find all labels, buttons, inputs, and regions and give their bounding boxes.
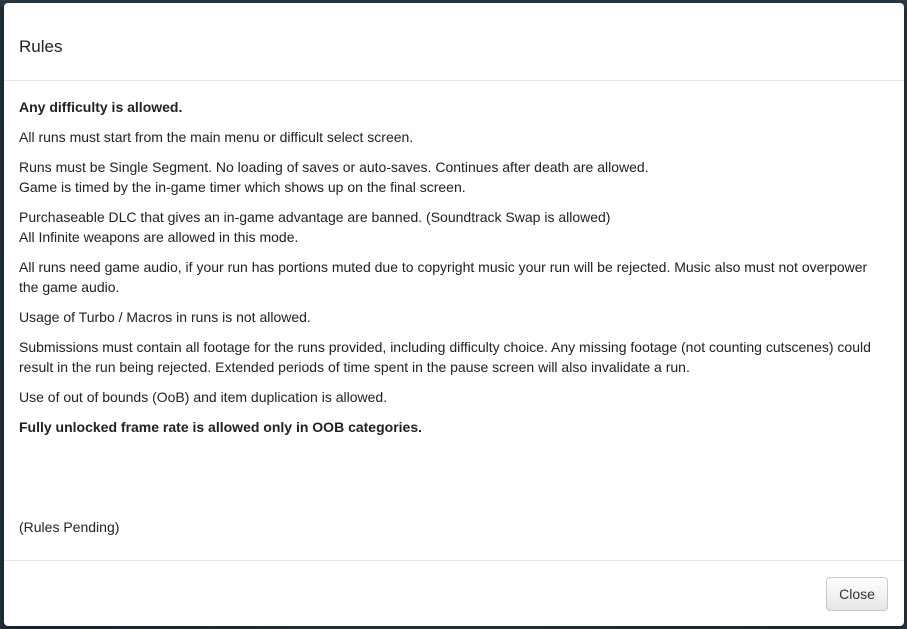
rule-line: All runs need game audio, if your run has portions muted due to copyright music your run will be rejected. Music also must not overpower the game audio. xyxy=(19,259,868,295)
rule-line: Usage of Turbo / Macros in runs is not allowed. xyxy=(19,309,311,325)
close-button[interactable]: Close xyxy=(826,577,888,611)
rule-line: Runs must be Single Segment. No loading of saves or auto-saves. Continues after death are allowed. xyxy=(19,159,649,175)
rule-line: All runs must start from the main menu or difficult select screen. xyxy=(19,129,414,145)
modal-body xyxy=(19,97,889,547)
rule-line: Game is timed by the in-game timer which shows up on the final screen. xyxy=(19,179,466,195)
rule-paragraph xyxy=(19,127,889,147)
rule-paragraph xyxy=(19,417,889,437)
rule-paragraph xyxy=(19,97,889,117)
rule-line: Any difficulty is allowed. xyxy=(19,99,183,115)
modal-title: Rules xyxy=(19,37,63,56)
rule-paragraph xyxy=(19,257,889,297)
rule-paragraph xyxy=(19,387,889,407)
rule-paragraph xyxy=(19,157,889,197)
rule-line: Purchaseable DLC that gives an in-game advantage are banned. (Soundtrack Swap is allowed) xyxy=(19,209,611,225)
rules-list xyxy=(19,97,889,437)
rule-line: Fully unlocked frame rate is allowed only in OOB categories. xyxy=(19,419,422,435)
modal-footer xyxy=(4,560,904,626)
rule-line: All Infinite weapons are allowed in this mode. xyxy=(19,229,299,245)
rule-paragraph xyxy=(19,207,889,247)
rules-pending-note: (Rules Pending) xyxy=(19,519,120,535)
rule-paragraph xyxy=(19,337,889,377)
rule-line: Use of out of bounds (OoB) and item duplication is allowed. xyxy=(19,389,388,405)
spacer xyxy=(19,447,889,517)
rule-paragraph xyxy=(19,307,889,327)
modal-header xyxy=(4,3,904,81)
rule-line: Submissions must contain all footage for the runs provided, including difficulty choice. Any missing footage (not counting cutscenes) could result in the run being rejected. Extended periods of time spent in the pause screen will also invalidate a run. xyxy=(19,339,871,375)
rules-modal xyxy=(4,3,904,626)
